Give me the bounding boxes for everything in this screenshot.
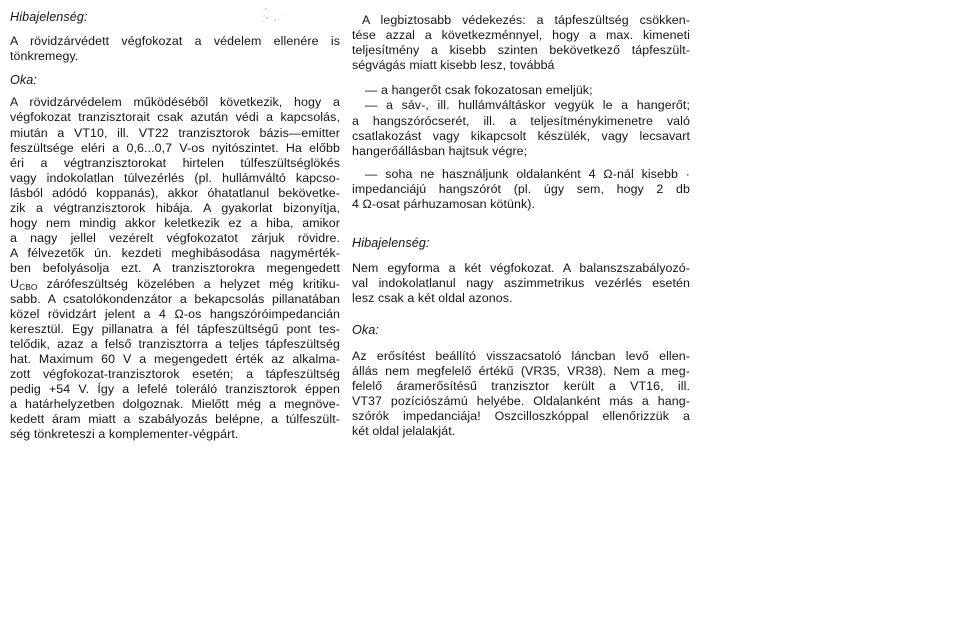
text-line: kedett áram miatt a szabályozás belépne, a túlfeszült- [10, 412, 340, 427]
text-line: Hibajelenség: [352, 236, 430, 251]
section-heading [10, 10, 340, 25]
text-line: sabb. A csatolókondenzátor a bekapcsolás pillanatában [10, 291, 340, 306]
paragraph [352, 349, 690, 440]
paragraph [10, 34, 340, 64]
text-line: pedig +54 V. Így a lefelé toleráló tranzisztorok éppen [10, 382, 340, 397]
text-line: feszültsége eléri a 0,6...0,7 V-os nyitószintet. Ha előbb [10, 140, 340, 155]
text-line: vagy indokolatlan túlvezérlés (pl. hullámváltó kapcso- [10, 170, 340, 185]
paragraph [352, 13, 690, 73]
bullet-item [352, 167, 690, 212]
text-line: ségvágás miatt kisebb lesz, továbbá [352, 58, 555, 73]
bullet-item [352, 98, 690, 158]
text-line: ség tönkreteszi a komplementer-végpárt. [10, 427, 239, 442]
text-line: ben befolyásolja ezt. A tranzisztorokra megengedett [10, 261, 340, 276]
text-line: tése azzal a következménnyel, hogy a max. kimeneti [352, 28, 690, 43]
right-text-column [352, 13, 690, 439]
text-line: a nagy jellel vezérelt végfokozatot zárjuk rövidre. [10, 231, 340, 246]
text-line: Oka: [352, 322, 379, 337]
text-line: — a hangerőt csak fokozatosan emeljük; [365, 83, 593, 98]
text-line: végfokozat tranzisztorait csak azután védi a kapcsolás, [10, 110, 340, 125]
text-line: — soha ne használjunk oldalanként 4 Ω-nál kisebb · [365, 166, 690, 181]
text-line: tönkremegy. [10, 49, 79, 64]
text-line: hat. Maximum 60 V a megengedett érték az alkalma- [10, 351, 340, 366]
text-line: VT37 pozíciószámú helyébe. Oldalanként más a hang- [352, 393, 690, 408]
text-line: miután a VT10, ill. VT22 tranzisztorok bázis—emitter [10, 125, 340, 140]
text-line: val indokolatlanul nagy aszimmetrikus vezérlés esetén [352, 276, 690, 291]
text-line: két oldal jelalakját. [352, 424, 456, 439]
text-line: a hangszórócserét, ill. a teljesítménykimenetre való [352, 113, 690, 128]
text-line: Oka: [10, 73, 37, 88]
text-line: impedanciájú hangszórót (pl. úgy sem, hogy 2 db [352, 181, 690, 196]
text-line: zik a végtranzisztorok hibája. A gyakorlat bizonyítja, [10, 201, 340, 216]
text-line: A rövidzárvédett végfokozat a védelem ellenére is [10, 34, 340, 49]
text-line: felelő áramerősítésű tranzisztor került a VT16, ill. [352, 378, 690, 393]
text-line: közel rövidzárt jelent a 4 Ω-os hangszóróimpedancián [10, 306, 340, 321]
bullet-item [352, 83, 690, 98]
text-line: lesz csak a két oldal azonos. [352, 291, 513, 306]
section-heading [352, 236, 690, 251]
text-line: telődik, azaz a felső tranzisztorra a teljes tápfeszültség [10, 336, 340, 351]
text-line: lásból adódó koppanás), akkor óhatatlanul bekövetke- [10, 185, 340, 200]
text-line: $U_{CBO}$ zárófeszültség közelében a helyzet még kritiku- [10, 276, 340, 292]
text-line: a határhelyzetben dolgoznak. Mielőtt még a megnöve- [10, 397, 340, 412]
text-line: keresztül. Egy pillanatra a fél tápfeszültségű pont tes- [10, 321, 340, 336]
text-line: éri a végtranzisztorokat hirtelen túlfeszültséglökés [10, 155, 340, 170]
text-line: szórók impedanciája! Oszcilloszkóppal ellenőrizzük a [352, 408, 690, 423]
text-line: A legbiztosabb védekezés: a tápfeszültség csökken- [362, 13, 690, 27]
text-line: Nem egyforma a két végfokozat. A balanszszabályozó- [352, 261, 690, 276]
text-line: zott végfokozat-tranzisztorok esetén; a tápfeszültség [10, 367, 340, 382]
left-text-column [10, 10, 340, 443]
text-line: teljesítmény a kisebb szinten bekövetkező tápfeszült- [352, 43, 690, 58]
text-line: A félvezetők ún. kezdeti meghibásodása nagymérték- [10, 246, 340, 261]
text-line: hangerőállásban hajtsuk végre; [352, 143, 528, 158]
text-line: csatlakozást vagy kikapcsolt készülék, vagy lecsavart [352, 128, 690, 143]
text-line: Hibajelenség: [10, 10, 88, 24]
text-line: Az erősítést beállító visszacsatoló láncban levő ellen- [352, 348, 690, 363]
paragraph [352, 261, 690, 306]
text-line: állás nem megfelelő értékű (VR35, VR38). Nem a meg- [352, 363, 690, 378]
text-line: — a sáv-, ill. hullámváltáskor vegyük le a hangerőt; [365, 98, 690, 113]
section-heading [10, 73, 340, 88]
text-line: A rövidzárvédelem működéséből következik, hogy a [10, 95, 340, 110]
paragraph [10, 95, 340, 442]
text-line: 4 Ω-osat párhuzamosan kötünk). [352, 197, 536, 212]
text-line: hogy nem mindig akkor keletkezik ez a hiba, amikor [10, 216, 340, 231]
section-heading [352, 323, 690, 338]
